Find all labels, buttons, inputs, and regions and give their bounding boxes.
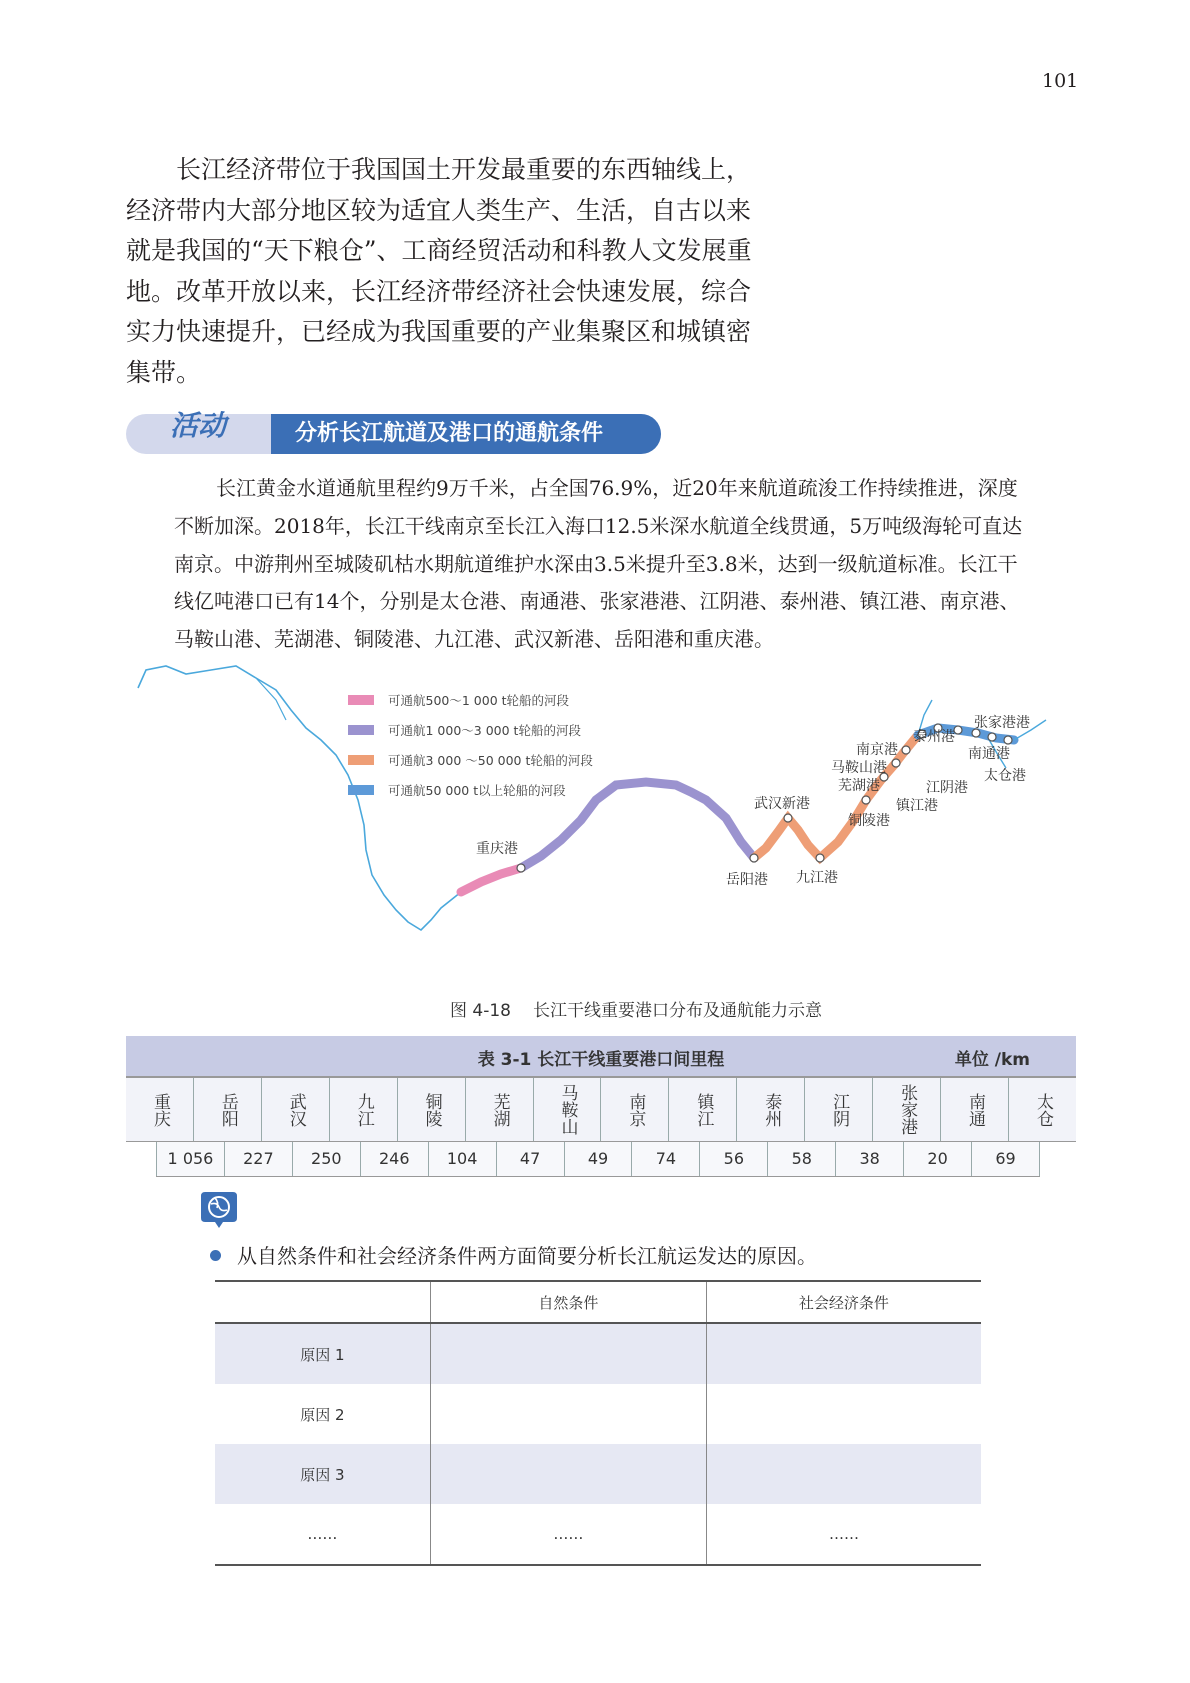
activity-title: 分析长江航道及港口的通航条件 (271, 414, 661, 454)
tributary-outline (256, 678, 286, 720)
port-marker-taicang (1004, 736, 1012, 744)
activity-tag: 活动 (170, 409, 227, 442)
port-name: 马鞍山 (557, 1084, 578, 1135)
reason-label: 原因 1 (215, 1323, 430, 1384)
socioeconomic-cell[interactable] (706, 1323, 981, 1384)
port-label-jiujiang: 九江港 (796, 870, 838, 886)
port-name-cell (329, 1078, 397, 1141)
distance-cell: 104 (428, 1142, 496, 1176)
reason-table (215, 1280, 981, 1566)
port-label-yueyang: 岳阳港 (726, 872, 768, 888)
port-name-cell (397, 1078, 465, 1141)
port-label-nanjing: 南京港 (856, 742, 898, 758)
bullet-dot (210, 1250, 221, 1261)
port-label-wuhan: 武汉新港 (754, 796, 810, 812)
segment-500-1000t (461, 868, 521, 892)
port-marker-jiangyin (954, 726, 962, 734)
legend-label-3: 可通航3 000 ～50 000 t轮船的河段 (388, 753, 593, 768)
figure-number: 图 4-18 (450, 1001, 511, 1021)
port-name: 太仓 (1032, 1092, 1053, 1127)
port-label-nantong: 南通港 (968, 746, 1010, 762)
activity-paragraph: 长江黄金水道通航里程约9万千米，占全国76.9%，近20年来航道疏浚工作持续推进，深度不断加深。2018年，长江干线南京至长江入海口12.5米深水航道全线贯通，5万吨级海轮可直达南京。中游荆州至城陵矶枯水期航道维护水深由3.5米提升至3.8米，达到一级航道标准。长江干线亿吨港口已有14个，分别是太仓港、南通港、张家港港、江阴港、泰州港、镇江港、南京港、马鞍山港、芜湖港、铜陵港、九江港、武汉新港、岳阳港和重庆港。 (174, 476, 1023, 652)
port-name-cell (533, 1078, 601, 1141)
legend-label-4: 可通航50 000 t以上轮船的河段 (388, 783, 566, 798)
distance-row (156, 1142, 1040, 1177)
figure-caption (450, 996, 822, 1021)
port-name: 铜陵 (421, 1092, 442, 1127)
port-marker-wuhan (784, 814, 792, 822)
port-name-cell (126, 1078, 193, 1141)
table-title: 表 3-1 长江干线重要港口间里程 (477, 1050, 725, 1070)
natural-cell[interactable] (430, 1384, 706, 1444)
table-unit: 单位 /km (954, 1050, 1030, 1070)
port-name: 张家港 (897, 1084, 918, 1135)
reason-label: …… (215, 1504, 430, 1565)
table-row (215, 1444, 981, 1504)
yangtze-port-map (126, 660, 1056, 990)
port-name-cell (600, 1078, 668, 1141)
port-name: 芜湖 (489, 1092, 510, 1127)
port-name: 重庆 (149, 1092, 170, 1127)
port-label-jiangyin: 江阴港 (926, 780, 968, 796)
port-marker-chongqing (517, 864, 525, 872)
reason-label: 原因 2 (300, 1405, 345, 1424)
port-name-cell (465, 1078, 533, 1141)
activity-banner (126, 409, 661, 454)
table-row (215, 1504, 981, 1565)
table-row (215, 1323, 981, 1384)
port-name-cell (193, 1078, 261, 1141)
legend-swatch-1 (348, 695, 374, 705)
port-name-cell (736, 1078, 804, 1141)
legend-swatch-4 (348, 785, 374, 795)
table-header (126, 1036, 1076, 1076)
port-name-cell (1008, 1078, 1076, 1141)
port-label-chongqing: 重庆港 (476, 841, 518, 857)
distance-cell: 69 (971, 1142, 1040, 1176)
globe-book-icon (197, 1188, 241, 1232)
port-marker-yueyang (750, 854, 758, 862)
reason-header-empty (215, 1281, 430, 1323)
natural-cell[interactable] (430, 1444, 706, 1504)
legend-label-1: 可通航500～1 000 t轮船的河段 (388, 693, 570, 708)
reason-header-socioeconomic: 社会经济条件 (706, 1281, 981, 1323)
port-label-tongling: 铜陵港 (848, 813, 890, 829)
port-name-cell (261, 1078, 329, 1141)
port-name: 江阴 (829, 1092, 850, 1127)
legend-swatch-3 (348, 755, 374, 765)
legend-swatch-2 (348, 725, 374, 735)
port-name-cell (668, 1078, 736, 1141)
distance-cell: 20 (903, 1142, 971, 1176)
page-number: 101 (1042, 70, 1079, 92)
port-name-cell (804, 1078, 872, 1141)
port-name: 南京 (625, 1092, 646, 1127)
port-name: 武汉 (285, 1092, 306, 1127)
port-label-maanshan: 马鞍山港 (831, 760, 887, 776)
question-text (210, 1240, 817, 1269)
table-row (215, 1384, 981, 1444)
natural-cell[interactable] (430, 1323, 706, 1384)
port-name: 泰州 (761, 1092, 782, 1127)
natural-cell[interactable]: …… (430, 1504, 706, 1565)
port-label-wuhu: 芜湖港 (838, 778, 880, 794)
port-name: 镇江 (693, 1092, 714, 1127)
socioeconomic-cell[interactable] (706, 1444, 981, 1504)
port-marker-nanjing (902, 746, 910, 754)
distance-cell: 227 (224, 1142, 292, 1176)
legend-label-2: 可通航1 000～3 000 t轮船的河段 (388, 723, 581, 738)
question-label: 从自然条件和社会经济条件两方面简要分析长江航运发达的原因。 (237, 1244, 817, 1268)
port-label-zhangjiagang: 张家港港 (974, 715, 1030, 731)
reason-header-natural: 自然条件 (430, 1281, 706, 1323)
distance-cell: 47 (496, 1142, 564, 1176)
port-name-row (126, 1076, 1076, 1142)
port-label-taizhou: 泰州港 (913, 729, 955, 745)
port-name: 南通 (965, 1092, 986, 1127)
port-marker-tongling (862, 796, 870, 804)
port-marker-jiujiang (816, 854, 824, 862)
socioeconomic-cell[interactable]: …… (706, 1504, 981, 1565)
socioeconomic-cell[interactable] (706, 1384, 981, 1444)
port-distance-table (126, 1036, 1076, 1177)
distance-cell: 246 (360, 1142, 428, 1176)
port-name-cell (872, 1078, 940, 1141)
distance-cell: 250 (292, 1142, 360, 1176)
port-marker-nantong (988, 733, 996, 741)
map-legend (348, 693, 593, 798)
figure-title: 长江干线重要港口分布及通航能力示意 (533, 1001, 822, 1021)
reason-label: 原因 3 (215, 1444, 430, 1504)
distance-cell: 38 (835, 1142, 903, 1176)
distance-cell: 74 (631, 1142, 699, 1176)
distance-cell: 56 (699, 1142, 767, 1176)
port-label-zhenjiang: 镇江港 (896, 798, 938, 814)
distance-cell: 58 (767, 1142, 835, 1176)
distance-cell: 49 (564, 1142, 632, 1176)
port-label-taicang: 太仓港 (984, 768, 1026, 784)
port-name: 九江 (353, 1092, 374, 1127)
port-name-cell (940, 1078, 1008, 1141)
port-name: 岳阳 (217, 1092, 238, 1127)
intro-paragraph: 长江经济带位于我国国土开发最重要的东西轴线上，经济带内大部分地区较为适宜人类生产、生活，自古以来就是我国的“天下粮仓”、工商经贸活动和科教人文发展重地。改革开放以来，长江经济带经济社会快速发展，综合实力快速提升，已经成为我国重要的产业集聚区和城镇密集带。 (126, 155, 752, 387)
distance-cell: 1 056 (156, 1142, 224, 1176)
port-marker-maanshan (892, 759, 900, 767)
